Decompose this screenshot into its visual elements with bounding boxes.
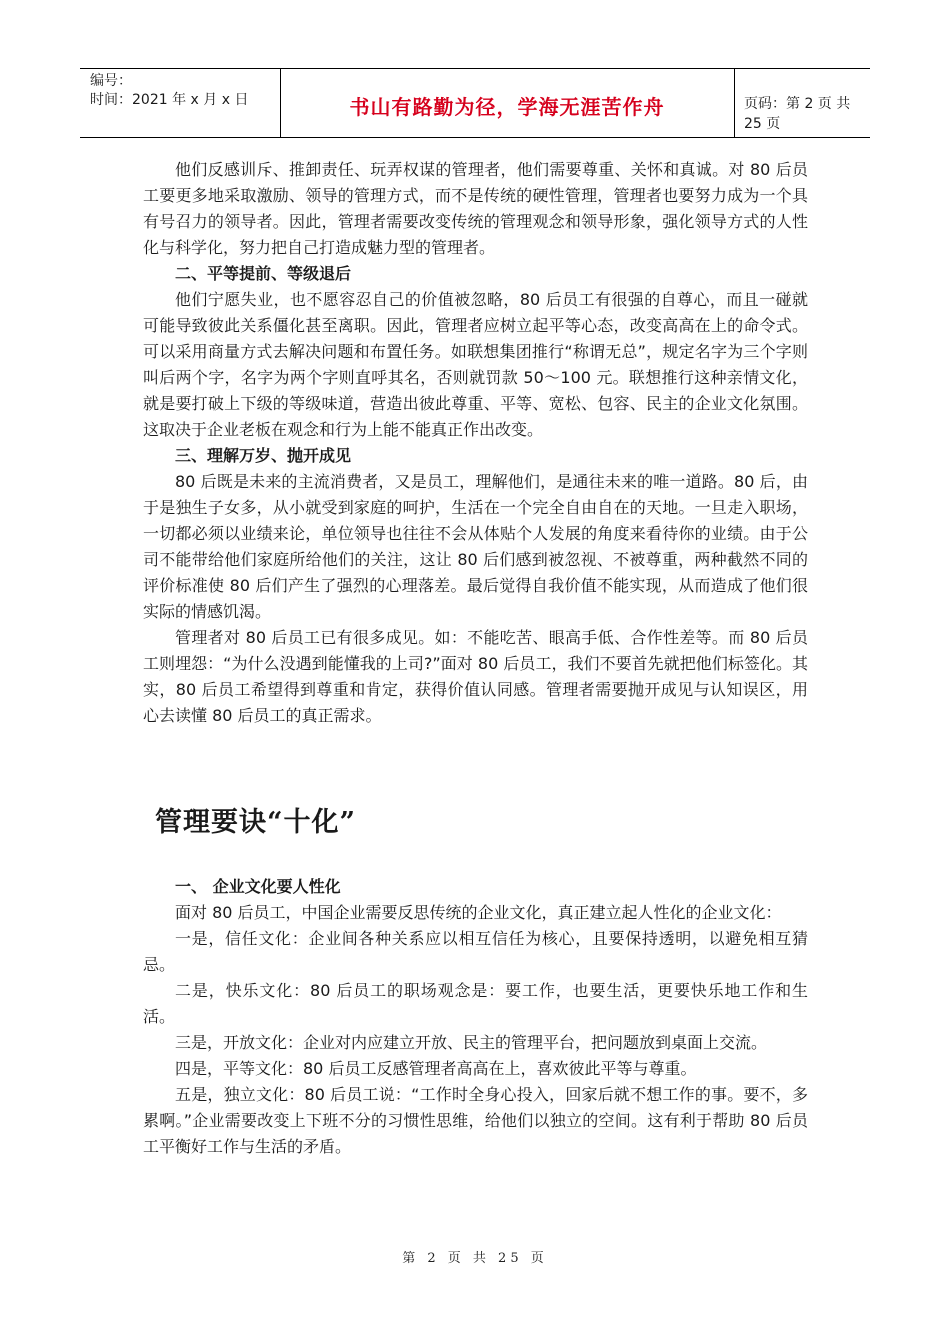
header-motto: 书山有路勤为径，学海无涯苦作舟 xyxy=(349,95,665,119)
header-page-cell xyxy=(734,69,870,137)
paragraph: 80 后既是未来的主流消费者，又是员工，理解他们，是通往未来的唯一道路。80 后，由于是独生子女多，从小就受到家庭的呵护，生活在一个完全自由自在的天地。一旦走入职场，一切都必须以业绩来论，单位领导也往往不会从体贴个人发展的角度来看待你的业绩。由于公司不能带给他们家庭所给他们的关注，这让 80 后们感到被忽视、不被尊重，两种截然不同的评价标准使 80 后们产生了强烈的心理落差。最后觉得自我价值不能实现，从而造成了他们很实际的情感饥渴。 xyxy=(143,472,808,621)
paragraph: 二是，快乐文化：80 后员工的职场观念是：要工作，也要生活，更要快乐地工作和生活。 xyxy=(143,981,808,1026)
paragraph: 一是，信任文化：企业间各种关系应以相互信任为核心，且要保持透明，以避免相互猜忌。 xyxy=(143,929,808,974)
header-meta-cell xyxy=(80,69,281,137)
section-heading: 三、理解万岁、抛开成见 xyxy=(175,446,352,465)
section-heading: 二、平等提前、等级退后 xyxy=(175,264,352,283)
chapter-title: 管理要诀“十化” xyxy=(155,807,357,838)
paragraph: 面对 80 后员工，中国企业需要反思传统的企业文化，真正建立起人性化的企业文化： xyxy=(175,903,782,922)
section-heading: 一、 企业文化要人性化 xyxy=(175,877,341,896)
paragraph: 他们反感训斥、推卸责任、玩弄权谋的管理者，他们需要尊重、关怀和真诚。对 80 后员工要更多地采取激励、领导的管理方式，而不是传统的硬性管理，管理者也要努力成为一个具有号召力的领导者。因此，管理者需要改变传统的管理观念和领导形象，强化领导方式的人性化与科学化，努力把自己打造成魅力型的管理者。 xyxy=(143,160,808,257)
paragraph: 管理者对 80 后员工已有很多成见。如：不能吃苦、眼高手低、合作性差等。而 80 后员工则埋怨：“为什么没遇到能懂我的上司?”面对 80 后员工，我们不要首先就把他们标签化。其实，80 后员工希望得到尊重和肯定，获得价值认同感。管理者需要抛开成见与认知误区，用心去读懂 80 后员工的真正需求。 xyxy=(143,628,808,725)
header-page-info: 页码：第 2 页 共 25 页 xyxy=(744,96,851,132)
paragraph: 四是，平等文化：80 后员工反感管理者高高在上，喜欢彼此平等与尊重。 xyxy=(175,1059,697,1078)
paragraph: 他们宁愿失业，也不愿容忍自己的价值被忽略，80 后员工有很强的自尊心，而且一碰就可能导致彼此关系僵化甚至离职。因此，管理者应树立起平等心态，改变高高在上的命令式。可以采用商量方式去解决问题和布置任务。如联想集团推行“称谓无总”，规定名字为三个字则叫后两个字，名字为两个字则直呼其名，否则就罚款 50～100 元。联想推行这种亲情文化，就是要打破上下级的等级味道，营造出彼此尊重、平等、宽松、包容、民主的企业文化氛围。这取决于企业老板在观念和行为上能不能真正作出改变。 xyxy=(143,290,808,439)
section-corporate-culture xyxy=(143,874,808,1160)
section-management-attitude xyxy=(143,157,808,729)
paragraph: 三是，开放文化：企业对内应建立开放、民主的管理平台，把问题放到桌面上交流。 xyxy=(175,1033,768,1052)
document-date: 时间：2021 年 x 月 x 日 xyxy=(90,92,249,108)
paragraph: 五是，独立文化：80 后员工说：“工作时全身心投入，回家后就不想工作的事。要不，多累啊。”企业需要改变上下班不分的习惯性思维，给他们以独立的空间。这有利于帮助 80 后员工平衡好工作与生活的矛盾。 xyxy=(143,1085,808,1156)
document-number: 编号： xyxy=(90,73,132,89)
page-header xyxy=(80,68,870,138)
header-motto-cell xyxy=(280,69,735,137)
page-footer: 第 2 页 共 25 页 xyxy=(402,1251,548,1266)
